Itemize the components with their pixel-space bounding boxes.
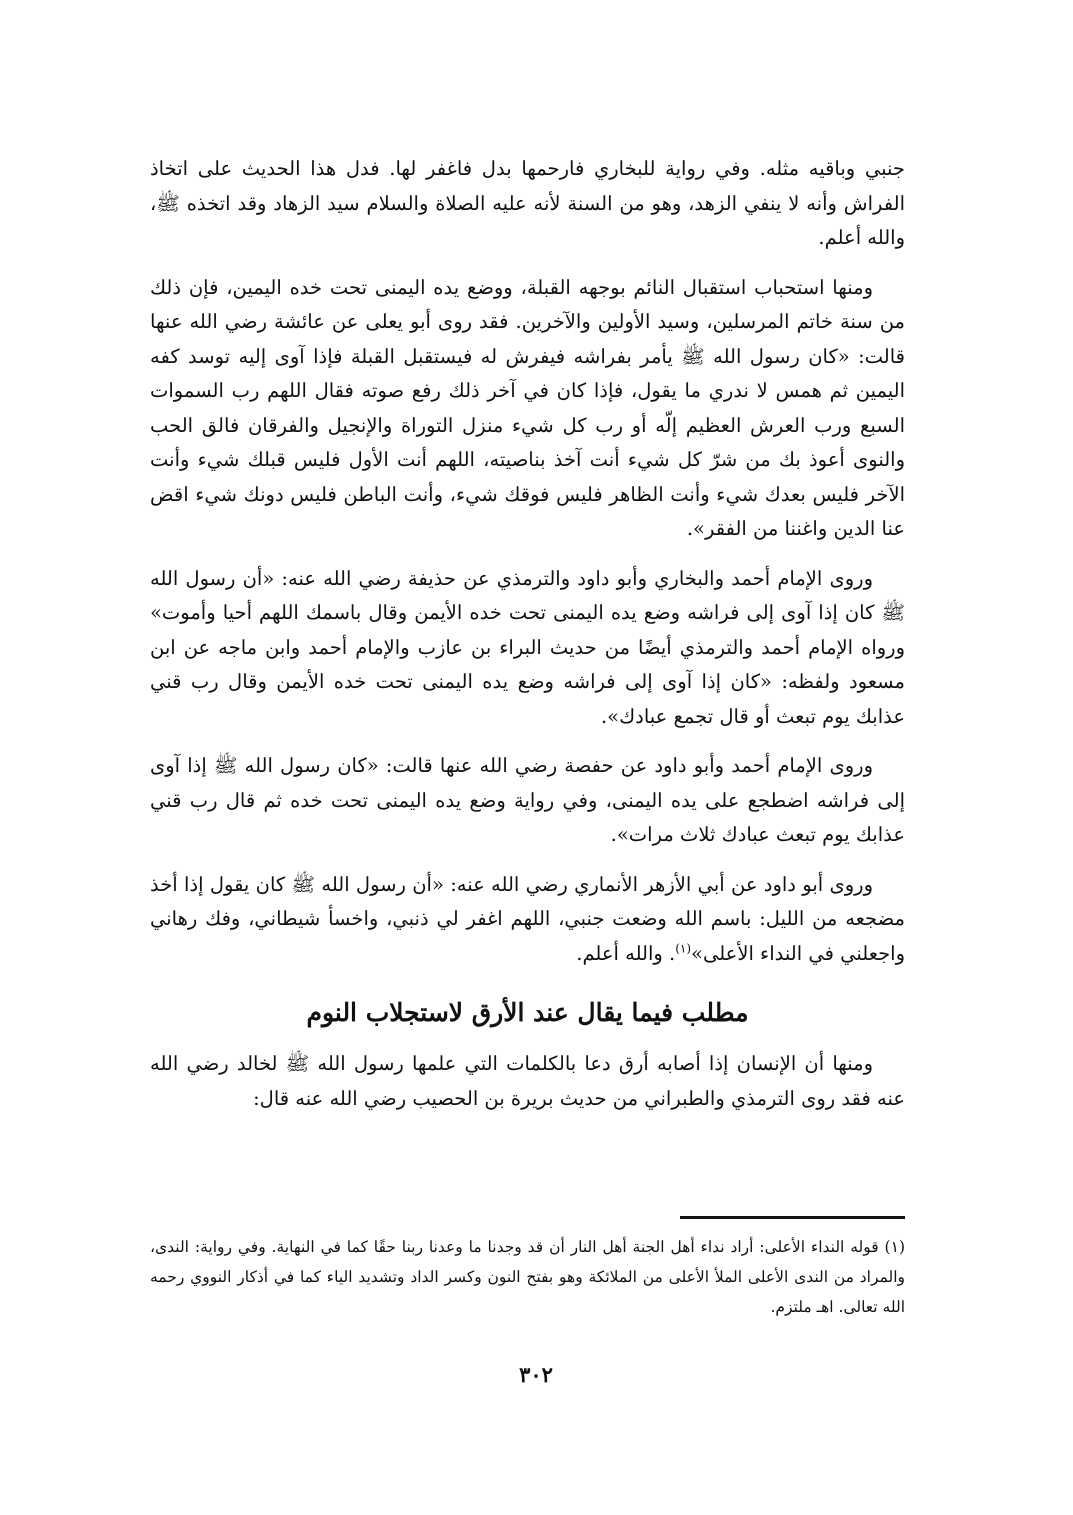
page-number: ٣٠٢ bbox=[519, 1362, 553, 1387]
footnote-ref: (١) bbox=[675, 941, 692, 955]
paragraph-4: وروى الإمام أحمد وأبو داود عن حفصة رضي الله عنها قالت: «كان رسول الله ﷺ إذا آوى إلى فراشه اضطجع على يده اليمنى، وفي رواية وضع يده اليمنى تحت خده ثم قال رب قني عذابك يوم تبعث عبادك ثلاث مرات». bbox=[150, 754, 905, 846]
paragraph-5-text: وروى أبو داود عن أبي الأزهر الأنماري رضي الله عنه: «أن رسول الله ﷺ كان يقول إذا أخذ مضجعه من الليل: باسم الله وضعت جنبي، اللهم اغفر لي ذنبي، واخسأ شيطاني، وفك رهاني واجعلني في النداء الأعلى» bbox=[150, 872, 905, 965]
paragraph-1: جنبي وباقيه مثله. وفي رواية للبخاري فارحمها بدل فاغفر لها. فدل هذا الحديث على اتخاذ الفراش وأنه لا ينفي الزهد، وهو من السنة لأنه عليه الصلاة والسلام سيد الزهاد وقد اتخذه ﷺ، والله أعلم. bbox=[150, 157, 905, 249]
paragraph-6: ومنها أن الإنسان إذا أصابه أرق دعا بالكلمات التي علمها رسول الله ﷺ لخالد رضي الله عنه فقد روى الترمذي والطبراني من حديث بريرة بن الحصيب رضي الله عنه قال: bbox=[150, 1052, 905, 1110]
paragraph-5-tail: . والله أعلم. bbox=[576, 941, 676, 965]
footnote: (١) قوله النداء الأعلى: أراد نداء أهل الجنة أهل النار أن قد وجدنا ما وعدنا ربنا حقًا كما في النهاية. وفي رواية: الندى، والمراد من الندى الأعلى الملأ الأعلى من الملائكة وهو بفتح النون وكسر الداد وتشديد الياء كما في أذكار النووي رحمه الله تعالى. اهـ ملتزم. bbox=[150, 1238, 905, 1316]
paragraph-3: وروى الإمام أحمد والبخاري وأبو داود والترمذي عن حذيفة رضي الله عنه: «أن رسول الله ﷺ كان إذا آوى إلى فراشه وضع يده اليمنى تحت خده الأيمن وقال باسمك اللهم أحيا وأموت» ورواه الإمام أحمد والترمذي أيضًا من حديث البراء بن عازب والإمام أحمد وابن ماجه عن ابن مسعود ولفظه: «كان إذا آوى إلى فراشه وضع يده اليمنى تحت خده الأيمن وقال رب قني عذابك يوم تبعث أو قال تجمع عبادك». bbox=[150, 566, 905, 728]
paragraph-2: ومنها استحباب استقبال النائم بوجهه القبلة، ووضع يده اليمنى تحت خده اليمين، فإن ذلك من سنة خاتم المرسلين، وسيد الأولين والآخرين. فقد روى أبو يعلى عن عائشة رضي الله عنها قالت: «كان رسول الله ﷺ يأمر بفراشه فيفرش له فيستقبل القبلة فإذا آوى إليه توسد كفه اليمين ثم همس لا ندري ما يقول، فإذا كان في آخر ذلك رفع صوته فقال اللهم رب السموات السبع ورب العرش العظيم إلّه أو رب كل شيء منزل التوراة والإنجيل والفرقان فالق الحب والنوى أعوذ بك من شرّ كل شيء أنت آخذ بناصيته، اللهم أنت الأول فليس قبلك شيء وأنت الآخر فليس بعدك شيء وأنت الظاهر فليس فوقك شيء، وأنت الباطن فليس دونك شيء اقض عنا الدين واغننا من الفقر». bbox=[150, 275, 905, 540]
footnote-divider bbox=[680, 1216, 905, 1219]
page-body bbox=[150, 152, 905, 1131]
section-heading: مطلب فيما يقال عند الأرق لاستجلاب النوم bbox=[306, 998, 749, 1027]
paragraph-5 bbox=[150, 868, 905, 972]
